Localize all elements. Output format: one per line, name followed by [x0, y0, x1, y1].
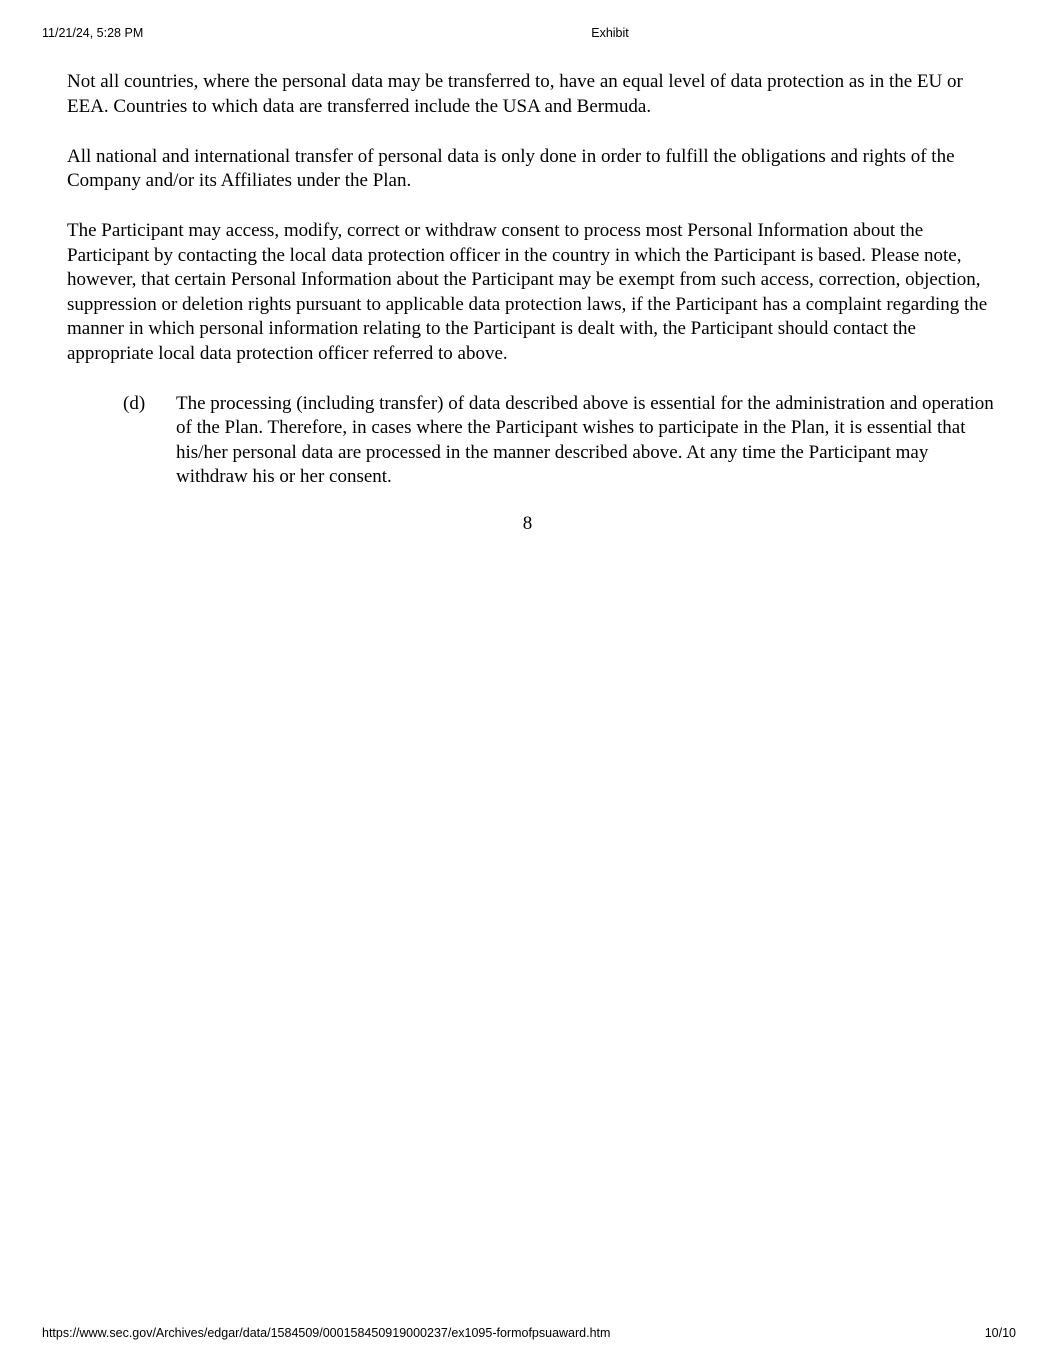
paragraph-participant-rights: The Participant may access, modify, correct or withdraw consent to process most Personal Information about the Participant by contacting the local data protection officer in the country in which the Participant is based. Please note, however, that certain Personal Information about the Participant may be exempt from such access, correction, objection, suppression or deletion rights pursuant to applicable data protection laws, if the Participant has a complaint regarding the manner in which personal information relating to the Participant is dealt with, the Participant should contact the appropriate local data protection officer referred to above. [67, 220, 988, 364]
list-item-marker: (d) [123, 392, 146, 414]
list-item-d [123, 392, 997, 490]
paragraph-data-transfer-countries: Not all countries, where the personal data may be transferred to, have an equal level of data protection as in the EU or EEA. Countries to which data are transferred include the USA and Bermuda. [67, 71, 963, 117]
print-title: Exhibit [591, 26, 629, 40]
source-url: https://www.sec.gov/Archives/edgar/data/1584509/000158450919000237/ex1095-formofpsuaward.htm [42, 1326, 611, 1340]
page-number: 8 [522, 513, 533, 534]
document-body [67, 70, 997, 490]
list-item-text: The processing (including transfer) of data described above is essential for the administration and operation of the Plan. Therefore, in cases where the Participant wishes to participate in the Plan, it is essential that his/her personal data are processed in the manner described above. At any time the Participant may withdraw his or her consent. [176, 392, 994, 487]
print-datetime: 11/21/24, 5:28 PM [42, 26, 144, 40]
print-header [0, 26, 1055, 42]
print-footer [0, 1326, 1055, 1342]
page-indicator: 10/10 [984, 1326, 1016, 1340]
paragraph-transfer-purpose: All national and international transfer of personal data is only done in order to fulfill the obligations and rights of the Company and/or its Affiliates under the Plan. [67, 145, 955, 191]
